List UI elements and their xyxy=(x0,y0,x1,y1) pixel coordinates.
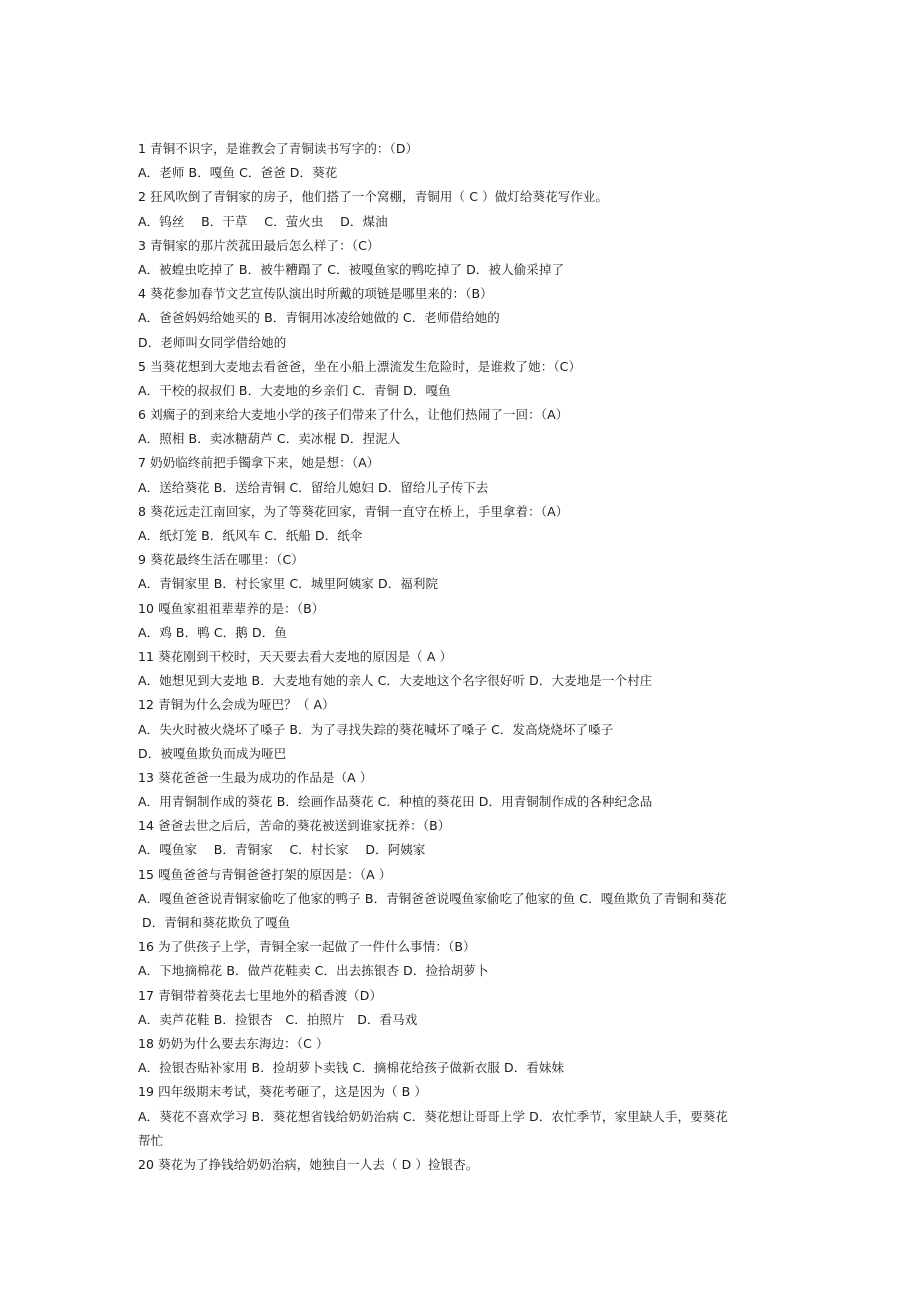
answer-options-line: A．爸爸妈妈给她买的 B．青铜用冰凌给她做的 C．老师借给她的 xyxy=(138,310,500,326)
answer-options-line: A．嘎鱼家 B．青铜家 C．村长家 D．阿姨家 xyxy=(138,842,426,858)
answer-options-line: D．被嘎鱼欺负而成为哑巴 xyxy=(138,745,287,761)
question-line: 7 奶奶临终前把手镯拿下来，她是想：（A） xyxy=(138,455,380,471)
answer-options-line: A．干校的叔叔们 B．大麦地的乡亲们 C．青铜 D．嘎鱼 xyxy=(138,382,451,398)
answer-options-line: A．用青铜制作成的葵花 B．绘画作品葵花 C．种植的葵花田 D．用青铜制作成的各种纪念品 xyxy=(138,794,653,810)
answer-options-line: D．老师叫女同学借给她的 xyxy=(138,334,287,350)
question-line: 10 嘎鱼家祖祖辈辈养的是：（B） xyxy=(138,600,325,616)
answer-options-line: A．被蝗虫吃掉了 B．被牛糟蹋了 C．被嘎鱼家的鸭吃掉了 D．被人偷采掉了 xyxy=(138,261,565,277)
answer-options-line: A．葵花不喜欢学习 B．葵花想省钱给奶奶治病 C．葵花想让哥哥上学 D．农忙季节，家里缺人手，要葵花 xyxy=(138,1108,728,1124)
question-line: 14 爸爸去世之后后，苦命的葵花被送到谁家抚养：（B） xyxy=(138,818,451,834)
answer-options-line: 帮忙 xyxy=(138,1132,164,1148)
question-line: 2 狂风吹倒了青铜家的房子，他们搭了一个窝棚，青铜用（ C ）做灯给葵花写作业。 xyxy=(138,189,609,205)
question-line: 13 葵花爸爸一生最为成功的作品是（A ） xyxy=(138,769,373,785)
answer-options-line: D．青铜和葵花欺负了嘎鱼 xyxy=(142,915,291,930)
answer-options-line: A．照相 B．卖冰糖葫芦 C．卖冰棍 D．捏泥人 xyxy=(138,431,401,447)
answer-options-line: A．下地摘棉花 B．做芦花鞋卖 C．出去拣银杏 D．捡拾胡萝卜 xyxy=(138,963,489,979)
answer-options-line: A．捡银杏贴补家用 B．捡胡萝卜卖钱 C．摘棉花给孩子做新衣服 D．看妹妹 xyxy=(138,1060,565,1076)
answer-options-line: A．失火时被火烧坏了嗓子 B．为了寻找失踪的葵花喊坏了嗓子 C．发高烧烧坏了嗓子 xyxy=(138,721,614,737)
question-line: 19 四年级期末考试，葵花考砸了，这是因为（ B ） xyxy=(138,1084,428,1100)
question-line: 17 青铜带着葵花去七里地外的稻香渡（D） xyxy=(138,987,383,1003)
question-line: 9 葵花最终生活在哪里：（C） xyxy=(138,552,304,568)
question-line: 8 葵花远走江南回家，为了等葵花回家，青铜一直守在桥上，手里拿着：（A） xyxy=(138,503,569,519)
question-line: 3 青铜家的那片茨菰田最后怎么样了：（C） xyxy=(138,237,380,253)
question-line: 4 葵花参加春节文艺宣传队演出时所戴的项链是哪里来的：（B） xyxy=(138,286,493,302)
answer-options-line: A．钨丝 B．干草 C．萤火虫 D．煤油 xyxy=(138,213,388,229)
answer-options-line: A．她想见到大麦地 B．大麦地有她的亲人 C．大麦地这个名字很好听 D．大麦地是一个村庄 xyxy=(138,673,653,689)
answer-options-line: A．送给葵花 B．送给青铜 C．留给儿媳妇 D．留给儿子传下去 xyxy=(138,479,489,495)
question-line: 6 刘瘸子的到来给大麦地小学的孩子们带来了什么，让他们热闹了一回：（A） xyxy=(138,407,569,423)
question-line: 11 葵花刚到干校时，天天要去看大麦地的原因是（ A ） xyxy=(138,648,453,664)
answer-options-line: A．老师 B．嘎鱼 C．爸爸 D．葵花 xyxy=(138,165,338,181)
answer-options-line: A．卖芦花鞋 B．捡银杏 C．拍照片 D．看马戏 xyxy=(138,1011,418,1027)
document-body xyxy=(138,137,798,1177)
question-line: 18 奶奶为什么要去东海边：（C ） xyxy=(138,1035,329,1051)
answer-options-line: A．嘎鱼爸爸说青铜家偷吃了他家的鸭子 B．青铜爸爸说嘎鱼家偷吃了他家的鱼 C．嘎鱼欺负了青铜和葵花 xyxy=(138,890,727,906)
question-line: 12 青铜为什么会成为哑巴？（ A） xyxy=(138,697,335,713)
question-line: 5 当葵花想到大麦地去看爸爸，坐在小船上漂流发生危险时，是谁救了她：（C） xyxy=(138,358,582,374)
answer-options-line: A．青铜家里 B．村长家里 C．城里阿姨家 D．福利院 xyxy=(138,576,439,592)
question-line: 1 青铜不识字，是谁教会了青铜读书写字的：（D） xyxy=(138,141,419,156)
answer-options-line: A．鸡 B．鸭 C．鹅 D．鱼 xyxy=(138,624,287,640)
question-line: 20 葵花为了挣钱给奶奶治病，她独自一人去（ D ）捡银杏。 xyxy=(138,1156,479,1172)
question-line: 15 嘎鱼爸爸与青铜爸爸打架的原因是：（A ） xyxy=(138,866,392,882)
answer-options-line: A．纸灯笼 B．纸风车 C．纸船 D．纸伞 xyxy=(138,528,363,543)
question-line: 16 为了供孩子上学，青铜全家一起做了一件什么事情：（B） xyxy=(138,939,476,955)
